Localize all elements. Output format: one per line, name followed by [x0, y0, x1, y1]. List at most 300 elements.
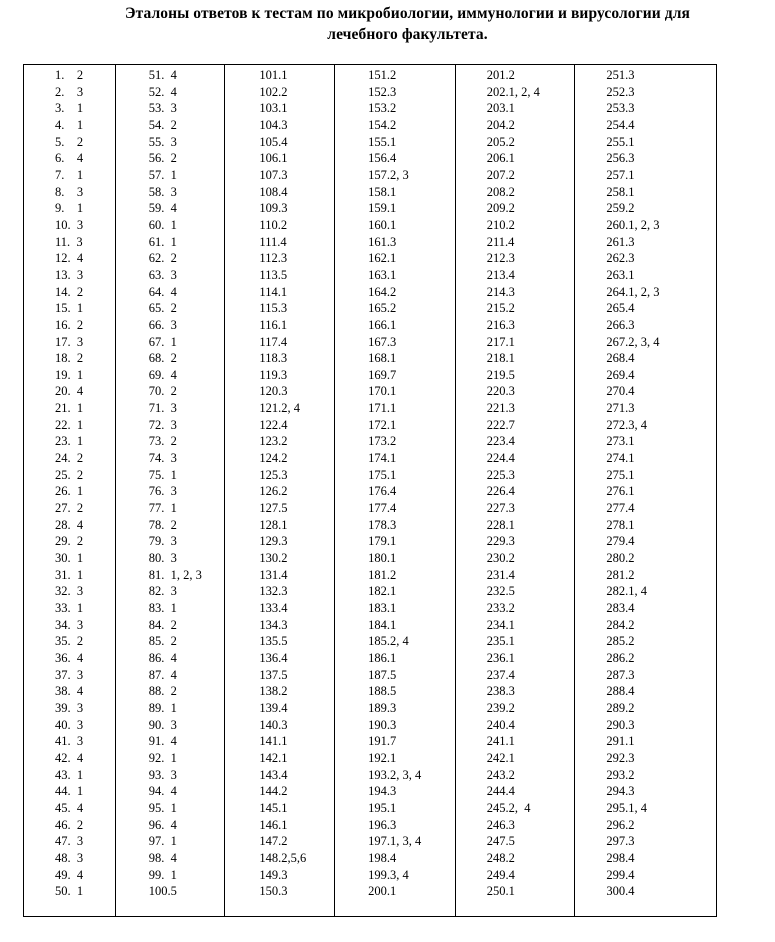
answer-cell: 131.4 [259, 567, 288, 582]
answer-cell: 203.1 [486, 101, 515, 116]
answer-cell: 286.2 [606, 650, 635, 665]
answer-cell: 272.3, 4 [606, 417, 648, 432]
answer-cell: 78. 2 [148, 517, 177, 532]
answer-cell: 285.2 [606, 634, 635, 649]
answer-cell: 197.1, 3, 4 [368, 834, 422, 849]
answer-cell: 64. 4 [148, 284, 177, 299]
answer-cell: 254.4 [606, 117, 635, 132]
answer-cell: 235.1 [486, 634, 515, 649]
answer-cell: 169.7 [368, 367, 397, 382]
answer-cell: 205.2 [486, 134, 515, 149]
answer-cell: 22. 1 [55, 417, 84, 432]
answer-cell: 106.1 [259, 151, 288, 166]
answer-cell: 150.3 [259, 884, 288, 899]
answer-cell: 111.4 [259, 234, 287, 249]
answer-cell: 82. 3 [148, 584, 177, 599]
answer-cell: 239.2 [486, 700, 515, 715]
answer-cell: 67. 1 [148, 334, 177, 349]
answer-cell: 157.2, 3 [368, 167, 409, 182]
answer-cell: 177.4 [368, 501, 397, 516]
answer-cell: 279.4 [606, 534, 635, 549]
answer-cell: 268.4 [606, 351, 635, 366]
answer-cell: 200.1 [368, 884, 397, 899]
answer-cell: 166.1 [368, 317, 397, 332]
answer-cell: 114.1 [259, 284, 288, 299]
answer-cell: 181.2 [368, 567, 397, 582]
answer-cell: 172.1 [368, 417, 397, 432]
answer-cell: 238.3 [486, 684, 515, 699]
answer-cell: 281.2 [606, 567, 635, 582]
answer-cell: 133.4 [259, 601, 288, 615]
answer-cell: 242.1 [486, 750, 515, 765]
answer-cell: 24. 2 [55, 451, 84, 466]
answer-cell: 140.3 [259, 717, 288, 732]
answer-cell: 28. 4 [55, 517, 84, 532]
answer-cell: 52. 4 [148, 84, 177, 99]
answer-cell: 3. 1 [55, 101, 84, 116]
answer-cell: 116.1 [259, 317, 288, 332]
answer-cell: 142.1 [259, 750, 288, 765]
answer-cell: 292.3 [606, 750, 635, 765]
answer-cell: 288.4 [606, 684, 635, 699]
answer-cell: 11. 3 [55, 234, 83, 249]
answer-cell: 86. 4 [148, 650, 177, 665]
answer-cell: 165.2 [368, 301, 397, 316]
answer-cell: 97. 1 [148, 834, 177, 849]
answer-cell: 121.2, 4 [259, 401, 301, 416]
answer-cell: 164.2 [368, 284, 397, 299]
answer-cell: 66. 3 [148, 317, 177, 332]
answer-cell: 40. 3 [55, 717, 84, 732]
answer-cell: 277.4 [606, 501, 635, 516]
answer-cell: 252.3 [606, 84, 635, 99]
answer-cell: 54. 2 [148, 117, 177, 132]
answer-cell: 159.1 [368, 201, 397, 216]
answer-cell: 259.2 [606, 201, 635, 216]
answer-cell: 266.3 [606, 317, 635, 332]
answer-cell: 136.4 [259, 650, 288, 665]
answer-cell: 146.1 [259, 817, 288, 832]
answer-cell: 237.4 [486, 667, 515, 682]
answer-cell: 73. 2 [148, 434, 177, 449]
answer-cell: 145.1 [259, 800, 288, 815]
answer-cell: 283.4 [606, 601, 635, 615]
answer-cell: 88. 2 [148, 684, 177, 699]
answer-cell: 108.4 [259, 184, 288, 199]
answer-cell: 83. 1 [148, 601, 177, 615]
answer-cell: 43. 1 [55, 767, 84, 782]
answer-cell: 30. 1 [55, 551, 84, 566]
answer-cell: 135.5 [259, 634, 288, 649]
answer-cell: 21. 1 [55, 401, 84, 416]
answer-cell: 241.1 [486, 734, 515, 749]
answer-cell: 170.1 [368, 384, 397, 399]
answer-cell: 232.5 [486, 584, 515, 599]
answer-cell: 214.3 [486, 284, 515, 299]
title-line-1: Эталоны ответов к тестам по микробиологии, иммунологии и вирусологии для [124, 5, 691, 22]
answer-cell: 38. 4 [55, 684, 84, 699]
answer-cell: 216.3 [486, 317, 515, 332]
answer-cell: 155.1 [368, 134, 397, 149]
answer-cell: 32. 3 [55, 584, 84, 599]
answer-cell: 196.3 [368, 817, 397, 832]
answer-cell: 25. 2 [55, 467, 84, 482]
answer-cell: 53. 3 [148, 101, 177, 116]
answer-cell: 29. 2 [55, 534, 84, 549]
answer-cell: 273.1 [606, 434, 635, 449]
answer-cell: 290.3 [606, 717, 635, 732]
answer-cell: 278.1 [606, 517, 635, 532]
answer-cell: 33. 1 [55, 601, 84, 615]
answer-cell: 137.5 [259, 667, 288, 682]
answer-cell: 104.3 [259, 117, 288, 132]
answer-cell: 72. 3 [148, 417, 177, 432]
answer-cell: 217.1 [486, 334, 515, 349]
answer-cell: 58. 3 [148, 184, 177, 199]
answer-cell: 251.3 [606, 68, 635, 82]
answer-cell: 76. 3 [148, 484, 177, 499]
answer-cell: 298.4 [606, 850, 635, 865]
answer-cell: 206.1 [486, 151, 515, 166]
answer-cell: 70. 2 [148, 384, 177, 399]
answer-cell: 151.2 [368, 68, 397, 82]
answer-cell: 4. 1 [55, 117, 84, 132]
answer-cell: 102.2 [259, 84, 288, 99]
answer-cell: 179.1 [368, 534, 397, 549]
answer-cell: 120.3 [259, 384, 288, 399]
answer-cell: 187.5 [368, 667, 397, 682]
answer-cell: 125.3 [259, 467, 288, 482]
answer-cell: 48. 3 [55, 850, 84, 865]
answer-cell: 229.3 [486, 534, 515, 549]
answer-cell: 112.3 [259, 251, 288, 266]
answer-cell: 182.1 [368, 584, 397, 599]
answer-cell: 132.3 [259, 584, 288, 599]
document-title [40, 3, 775, 45]
answer-column-1 [24, 65, 116, 916]
answer-cell: 263.1 [606, 267, 635, 282]
answer-cell: 267.2, 3, 4 [606, 334, 660, 349]
answer-cell: 156.4 [368, 151, 397, 166]
answer-cell: 100.5 [148, 884, 177, 899]
answer-cell: 209.2 [486, 201, 515, 216]
answer-cell: 244.4 [486, 784, 515, 799]
answer-cell: 295.1, 4 [606, 800, 648, 815]
answer-cell: 297.3 [606, 834, 635, 849]
answer-cell: 103.1 [259, 101, 288, 116]
answer-cell: 18. 2 [55, 351, 84, 366]
answer-cell: 276.1 [606, 484, 635, 499]
answer-cell: 17. 3 [55, 334, 84, 349]
answer-column-4 [335, 65, 456, 916]
answer-cell: 261.3 [606, 234, 635, 249]
answer-cell: 96. 4 [148, 817, 177, 832]
answer-cell: 81. 1, 2, 3 [148, 567, 202, 582]
answer-cell: 105.4 [259, 134, 288, 149]
answer-cell: 46. 2 [55, 817, 84, 832]
answer-cell: 174.1 [368, 451, 397, 466]
answer-cell: 185.2, 4 [368, 634, 409, 649]
answer-cell: 250.1 [486, 884, 515, 899]
answer-cell: 160.1 [368, 217, 397, 232]
answer-cell: 62. 2 [148, 251, 177, 266]
answer-cell: 204.2 [486, 117, 515, 132]
answer-cell: 149.3 [259, 867, 288, 882]
answer-cell: 123.2 [259, 434, 288, 449]
answer-cell: 141.1 [259, 734, 288, 749]
answer-cell: 249.4 [486, 867, 515, 882]
answer-cell: 274.1 [606, 451, 635, 466]
answer-cell: 69. 4 [148, 367, 177, 382]
answer-cell: 275.1 [606, 467, 635, 482]
answer-cell: 56. 2 [148, 151, 177, 166]
answer-cell: 198.4 [368, 850, 397, 865]
answer-cell: 51. 4 [148, 68, 177, 82]
answer-cell: 253.3 [606, 101, 635, 116]
answer-cell: 213.4 [486, 267, 515, 282]
answer-cell: 154.2 [368, 117, 397, 132]
answer-cell: 264.1, 2, 3 [606, 284, 660, 299]
answer-cell: 138.2 [259, 684, 288, 699]
answer-cell: 50. 1 [55, 884, 84, 899]
answer-cell: 117.4 [259, 334, 288, 349]
answer-cell: 226.4 [486, 484, 515, 499]
answer-cell: 119.3 [259, 367, 288, 382]
answer-cell: 134.3 [259, 617, 288, 632]
answer-cell: 89. 1 [148, 700, 177, 715]
answer-cell: 248.2 [486, 850, 515, 865]
answer-cell: 299.4 [606, 867, 635, 882]
answer-cell: 291.1 [606, 734, 635, 749]
answer-cell: 168.1 [368, 351, 397, 366]
answer-cell: 47. 3 [55, 834, 84, 849]
answer-cell: 95. 1 [148, 800, 177, 815]
answer-cell: 223.4 [486, 434, 515, 449]
answer-cell: 90. 3 [148, 717, 177, 732]
answer-cell: 225.3 [486, 467, 515, 482]
answer-cell: 124.2 [259, 451, 288, 466]
answer-cell: 211.4 [486, 234, 515, 249]
answer-cell: 215.2 [486, 301, 515, 316]
answer-cell: 221.3 [486, 401, 515, 416]
answer-cell: 2. 3 [55, 84, 84, 99]
answer-cell: 271.3 [606, 401, 635, 416]
answer-cell: 20. 4 [55, 384, 84, 399]
answer-cell: 122.4 [259, 417, 288, 432]
answer-cell: 173.2 [368, 434, 397, 449]
answer-cell: 71. 3 [148, 401, 177, 416]
answer-cell: 92. 1 [148, 750, 177, 765]
answer-cell: 93. 3 [148, 767, 177, 782]
answer-column-2 [116, 65, 226, 916]
answer-cell: 8. 3 [55, 184, 84, 199]
answer-cell: 296.2 [606, 817, 635, 832]
answer-cell: 85. 2 [148, 634, 177, 649]
answer-cell: 194.3 [368, 784, 397, 799]
answer-key-table [23, 64, 717, 917]
answer-cell: 91. 4 [148, 734, 177, 749]
answer-cell: 10. 3 [55, 217, 84, 232]
answer-cell: 144.2 [259, 784, 288, 799]
title-line-2: лечебного факультета. [327, 26, 488, 43]
answer-cell: 60. 1 [148, 217, 177, 232]
answer-cell: 13. 3 [55, 267, 84, 282]
answer-cell: 199.3, 4 [368, 867, 409, 882]
answer-cell: 234.1 [486, 617, 515, 632]
answer-cell: 230.2 [486, 551, 515, 566]
answer-cell: 186.1 [368, 650, 397, 665]
answer-cell: 210.2 [486, 217, 515, 232]
answer-cell: 240.4 [486, 717, 515, 732]
answer-cell: 42. 4 [55, 750, 84, 765]
answer-cell: 6. 4 [55, 151, 84, 166]
answer-cell: 118.3 [259, 351, 288, 366]
answer-cell: 163.1 [368, 267, 397, 282]
answer-cell: 15. 1 [55, 301, 84, 316]
answer-cell: 236.1 [486, 650, 515, 665]
answer-cell: 260.1, 2, 3 [606, 217, 660, 232]
answer-cell: 1. 2 [55, 68, 84, 82]
answer-cell: 5. 2 [55, 134, 84, 149]
answer-cell: 23. 1 [55, 434, 84, 449]
answer-cell: 31. 1 [55, 567, 84, 582]
answer-cell: 45. 4 [55, 800, 84, 815]
answer-cell: 220.3 [486, 384, 515, 399]
answer-cell: 34. 3 [55, 617, 84, 632]
answer-cell: 294.3 [606, 784, 635, 799]
answer-cell: 59. 4 [148, 201, 177, 216]
answer-cell: 262.3 [606, 251, 635, 266]
answer-cell: 87. 4 [148, 667, 177, 682]
answer-cell: 247.5 [486, 834, 515, 849]
answer-cell: 12. 4 [55, 251, 84, 266]
answer-cell: 245.2, 4 [486, 800, 531, 815]
answer-column-6 [575, 65, 716, 916]
answer-column-5 [456, 65, 576, 916]
answer-cell: 99. 1 [148, 867, 177, 882]
answer-cell: 255.1 [606, 134, 635, 149]
answer-cell: 74. 3 [148, 451, 177, 466]
answer-cell: 14. 2 [55, 284, 84, 299]
answer-cell: 35. 2 [55, 634, 84, 649]
answer-cell: 115.3 [259, 301, 288, 316]
answer-cell: 147.2 [259, 834, 288, 849]
answer-cell: 39. 3 [55, 700, 84, 715]
answer-cell: 94. 4 [148, 784, 177, 799]
answer-cell: 80. 3 [148, 551, 177, 566]
answer-cell: 63. 3 [148, 267, 177, 282]
answer-cell: 227.3 [486, 501, 515, 516]
answer-cell: 180.1 [368, 551, 397, 566]
answer-cell: 110.2 [259, 217, 288, 232]
answer-cell: 243.2 [486, 767, 515, 782]
answer-cell: 84. 2 [148, 617, 177, 632]
answer-cell: 195.1 [368, 800, 397, 815]
answer-cell: 176.4 [368, 484, 397, 499]
answer-cell: 256.3 [606, 151, 635, 166]
answer-cell: 193.2, 3, 4 [368, 767, 422, 782]
answer-cell: 282.1, 4 [606, 584, 648, 599]
answer-cell: 270.4 [606, 384, 635, 399]
answer-cell: 202.1, 2, 4 [486, 84, 540, 99]
answer-cell: 218.1 [486, 351, 515, 366]
answer-cell: 75. 1 [148, 467, 177, 482]
answer-cell: 79. 3 [148, 534, 177, 549]
answer-cell: 257.1 [606, 167, 635, 182]
answer-cell: 139.4 [259, 700, 288, 715]
answer-cell: 41. 3 [55, 734, 84, 749]
answer-cell: 19. 1 [55, 367, 84, 382]
answer-cell: 287.3 [606, 667, 635, 682]
answer-cell: 207.2 [486, 167, 515, 182]
answer-cell: 7. 1 [55, 167, 84, 182]
answer-cell: 65. 2 [148, 301, 177, 316]
answer-cell: 171.1 [368, 401, 397, 416]
answer-cell: 280.2 [606, 551, 635, 566]
answer-cell: 109.3 [259, 201, 288, 216]
answer-cell: 188.5 [368, 684, 397, 699]
answer-cell: 167.3 [368, 334, 397, 349]
answer-cell: 77. 1 [148, 501, 177, 516]
answer-cell: 289.2 [606, 700, 635, 715]
answer-cell: 55. 3 [148, 134, 177, 149]
answer-cell: 228.1 [486, 517, 515, 532]
answer-cell: 184.1 [368, 617, 397, 632]
answer-cell: 37. 3 [55, 667, 84, 682]
answer-cell: 158.1 [368, 184, 397, 199]
answer-cell: 129.3 [259, 534, 288, 549]
answer-cell: 127.5 [259, 501, 288, 516]
answer-cell: 107.3 [259, 167, 288, 182]
answer-cell: 284.2 [606, 617, 635, 632]
answer-cell: 26. 1 [55, 484, 84, 499]
answer-cell: 178.3 [368, 517, 397, 532]
answer-cell: 44. 1 [55, 784, 84, 799]
answer-cell: 183.1 [368, 601, 397, 615]
answer-cell: 293.2 [606, 767, 635, 782]
answer-cell: 130.2 [259, 551, 288, 566]
answer-cell: 9. 1 [55, 201, 84, 216]
answer-cell: 161.3 [368, 234, 397, 249]
answer-cell: 265.4 [606, 301, 635, 316]
answer-cell: 27. 2 [55, 501, 84, 516]
answer-column-3 [225, 65, 335, 916]
answer-cell: 224.4 [486, 451, 515, 466]
answer-cell: 192.1 [368, 750, 397, 765]
answer-cell: 191.7 [368, 734, 397, 749]
answer-cell: 113.5 [259, 267, 288, 282]
answer-cell: 98. 4 [148, 850, 177, 865]
answer-cell: 201.2 [486, 68, 515, 82]
answer-cell: 162.1 [368, 251, 397, 266]
answer-cell: 68. 2 [148, 351, 177, 366]
answer-cell: 61. 1 [148, 234, 177, 249]
answer-cell: 16. 2 [55, 317, 84, 332]
answer-cell: 49. 4 [55, 867, 84, 882]
answer-cell: 208.2 [486, 184, 515, 199]
answer-cell: 153.2 [368, 101, 397, 116]
answer-cell: 300.4 [606, 884, 635, 899]
answer-cell: 258.1 [606, 184, 635, 199]
answer-cell: 143.4 [259, 767, 288, 782]
answer-cell: 212.3 [486, 251, 515, 266]
answer-cell: 128.1 [259, 517, 288, 532]
answer-cell: 246.3 [486, 817, 515, 832]
answer-cell: 219.5 [486, 367, 515, 382]
answer-cell: 222.7 [486, 417, 515, 432]
answer-cell: 101.1 [259, 68, 288, 82]
answer-cell: 57. 1 [148, 167, 177, 182]
